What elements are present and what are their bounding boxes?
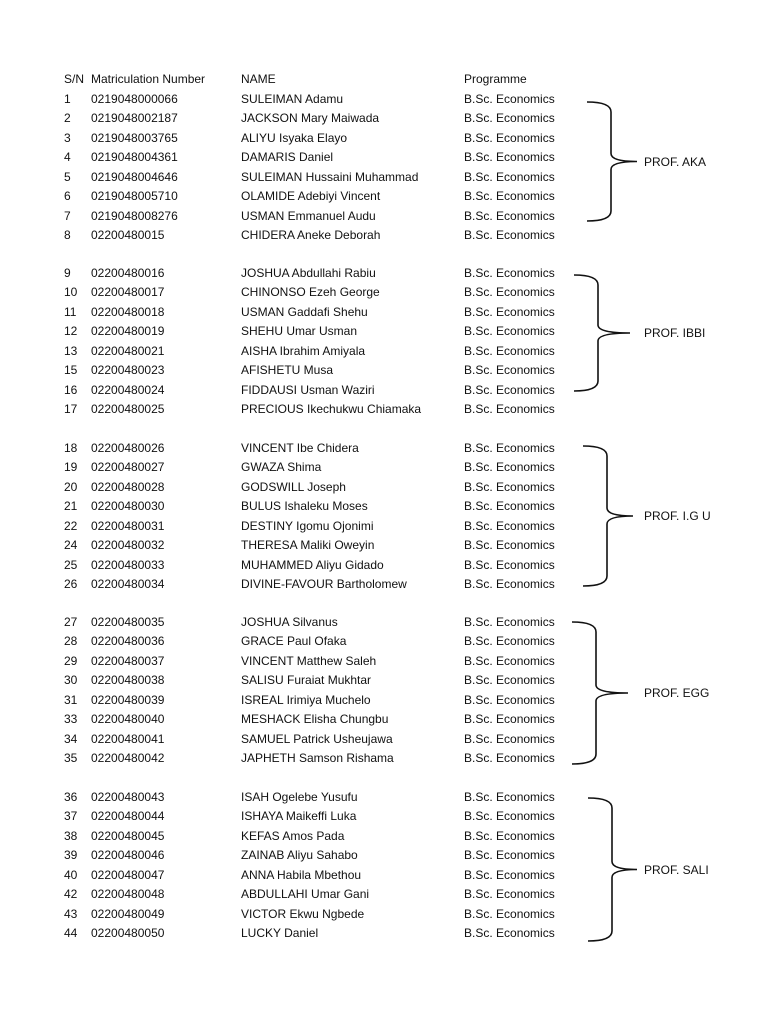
row-matric: 02200480037 <box>91 653 165 668</box>
row-sn: 30 <box>64 673 78 688</box>
row-name: AFISHETU Musa <box>241 363 334 378</box>
row-programme: B.Sc. Economics <box>464 887 555 902</box>
row-name: JAPHETH Samson Rishama <box>241 751 394 766</box>
row-sn: 7 <box>64 208 71 223</box>
row-sn: 36 <box>64 790 78 804</box>
row-name: AISHA Ibrahim Amiyala <box>241 343 366 358</box>
row-matric: 02200480049 <box>91 906 165 921</box>
row-sn: 20 <box>64 479 78 494</box>
row-sn: 37 <box>64 809 78 824</box>
row-name: PRECIOUS Ikechukwu Chiamaka <box>241 402 422 417</box>
row-name: DESTINY Igomu Ojonimi <box>241 518 374 533</box>
group-brace-icon <box>587 102 637 221</box>
row-sn: 44 <box>64 926 78 941</box>
row-programme: B.Sc. Economics <box>464 828 555 843</box>
row-matric: 02200480043 <box>91 790 165 804</box>
row-matric: 02200480019 <box>91 324 165 339</box>
row-name: SALISU Furaiat Mukhtar <box>241 673 372 688</box>
row-matric: 02200480018 <box>91 304 165 319</box>
row-matric: 0219048003765 <box>91 130 178 145</box>
row-name: KEFAS Amos Pada <box>241 828 345 843</box>
row-programme: B.Sc. Economics <box>464 518 555 533</box>
row-name: LUCKY Daniel <box>241 926 319 941</box>
supervisor-label: PROF. EGG <box>644 686 710 700</box>
row-matric: 02200480034 <box>91 577 165 592</box>
row-matric: 0219048005710 <box>91 189 178 204</box>
row-name: VICTOR Ekwu Ngbede <box>241 906 365 921</box>
row-matric: 0219048004646 <box>91 169 178 184</box>
row-name: JOSHUA Silvanus <box>241 615 338 629</box>
header-programme: Programme <box>464 72 527 86</box>
row-programme: B.Sc. Economics <box>464 577 555 592</box>
row-programme: B.Sc. Economics <box>464 634 555 649</box>
row-matric: 02200480044 <box>91 809 165 824</box>
group-brace-icon <box>574 275 630 391</box>
row-sn: 38 <box>64 828 78 843</box>
row-programme: B.Sc. Economics <box>464 382 555 397</box>
row-matric: 02200480025 <box>91 402 165 417</box>
row-name: GWAZA Shima <box>241 460 322 475</box>
row-matric: 02200480035 <box>91 615 165 629</box>
row-programme: B.Sc. Economics <box>464 150 555 165</box>
row-programme: B.Sc. Economics <box>464 731 555 746</box>
row-programme: B.Sc. Economics <box>464 441 555 455</box>
row-sn: 8 <box>64 228 71 243</box>
row-sn: 25 <box>64 557 78 572</box>
row-sn: 12 <box>64 324 78 339</box>
row-name: ANNA Habila Mbethou <box>241 867 362 882</box>
row-name: ISHAYA Maikeffi Luka <box>241 809 357 824</box>
row-matric: 02200480031 <box>91 518 165 533</box>
header-name: NAME <box>241 72 276 86</box>
supervisor-label: PROF. IBBI <box>644 326 706 340</box>
row-name: ISAH Ogelebe Yusufu <box>241 790 358 804</box>
row-name: BULUS Ishaleku Moses <box>241 499 368 514</box>
row-programme: B.Sc. Economics <box>464 499 555 514</box>
row-sn: 22 <box>64 518 78 533</box>
row-programme: B.Sc. Economics <box>464 615 555 629</box>
row-sn: 21 <box>64 499 78 514</box>
row-programme: B.Sc. Economics <box>464 926 555 941</box>
row-matric: 02200480045 <box>91 828 165 843</box>
row-programme: B.Sc. Economics <box>464 460 555 475</box>
row-matric: 0219048000066 <box>91 92 178 106</box>
row-programme: B.Sc. Economics <box>464 285 555 300</box>
row-programme: B.Sc. Economics <box>464 169 555 184</box>
row-matric: 02200480032 <box>91 538 165 553</box>
row-sn: 19 <box>64 460 78 475</box>
row-name: JOSHUA Abdullahi Rabiu <box>241 266 376 280</box>
row-programme: B.Sc. Economics <box>464 653 555 668</box>
row-matric: 02200480016 <box>91 266 165 280</box>
row-sn: 39 <box>64 848 78 863</box>
row-programme: B.Sc. Economics <box>464 692 555 707</box>
row-sn: 15 <box>64 363 78 378</box>
row-programme: B.Sc. Economics <box>464 343 555 358</box>
row-name: DIVINE-FAVOUR Bartholomew <box>241 577 407 592</box>
row-sn: 26 <box>64 577 78 592</box>
row-matric: 02200480033 <box>91 557 165 572</box>
row-name: SULEIMAN Adamu <box>241 92 344 106</box>
row-matric: 02200480024 <box>91 382 165 397</box>
row-programme: B.Sc. Economics <box>464 557 555 572</box>
row-matric: 02200480015 <box>91 228 165 243</box>
row-name: ALIYU Isyaka Elayo <box>241 130 348 145</box>
row-programme: B.Sc. Economics <box>464 324 555 339</box>
row-sn: 17 <box>64 402 78 417</box>
row-matric: 0219048002187 <box>91 111 178 126</box>
row-sn: 13 <box>64 343 78 358</box>
supervisor-label: PROF. AKA <box>644 154 707 169</box>
row-matric: 02200480042 <box>91 751 165 766</box>
row-matric: 02200480039 <box>91 692 165 707</box>
row-name: DAMARIS Daniel <box>241 150 334 165</box>
row-name: MESHACK Elisha Chungbu <box>241 712 389 727</box>
row-programme: B.Sc. Economics <box>464 111 555 126</box>
row-matric: 02200480040 <box>91 712 165 727</box>
row-matric: 02200480027 <box>91 460 165 475</box>
row-matric: 0219048004361 <box>91 150 178 165</box>
row-sn: 28 <box>64 634 78 649</box>
row-name: CHINONSO Ezeh George <box>241 285 380 300</box>
row-matric: 02200480036 <box>91 634 165 649</box>
supervisor-label: PROF. SALI <box>644 862 709 877</box>
header-matric: Matriculation Number <box>91 72 206 86</box>
row-name: ISREAL Irimiya Muchelo <box>241 692 371 707</box>
row-programme: B.Sc. Economics <box>464 712 555 727</box>
row-sn: 5 <box>64 169 71 184</box>
row-sn: 34 <box>64 731 78 746</box>
row-sn: 10 <box>64 285 78 300</box>
group-brace-icon <box>583 446 633 586</box>
row-name: GRACE Paul Ofaka <box>241 634 347 649</box>
row-programme: B.Sc. Economics <box>464 809 555 824</box>
row-name: ABDULLAHI Umar Gani <box>241 887 370 902</box>
row-matric: 02200480050 <box>91 926 165 941</box>
row-name: USMAN Gaddafi Shehu <box>241 304 368 319</box>
row-matric: 02200480021 <box>91 343 165 358</box>
row-sn: 24 <box>64 538 78 553</box>
row-name: SULEIMAN Hussaini Muhammad <box>241 169 419 184</box>
row-programme: B.Sc. Economics <box>464 402 555 417</box>
row-name: VINCENT Matthew Saleh <box>241 653 377 668</box>
row-programme: B.Sc. Economics <box>464 304 555 319</box>
row-sn: 11 <box>64 304 77 319</box>
row-programme: B.Sc. Economics <box>464 790 555 804</box>
row-programme: B.Sc. Economics <box>464 479 555 494</box>
row-matric: 02200480028 <box>91 479 165 494</box>
row-name: USMAN Emmanuel Audu <box>241 208 376 223</box>
row-programme: B.Sc. Economics <box>464 848 555 863</box>
group-brace-icon <box>572 622 628 764</box>
row-sn: 2 <box>64 111 71 126</box>
row-programme: B.Sc. Economics <box>464 189 555 204</box>
row-name: SHEHU Umar Usman <box>241 324 358 339</box>
row-programme: B.Sc. Economics <box>464 751 555 766</box>
row-sn: 43 <box>64 906 78 921</box>
row-programme: B.Sc. Economics <box>464 92 555 106</box>
supervisor-label: PROF. I.G U <box>644 509 711 523</box>
row-sn: 27 <box>64 615 78 629</box>
header-sn: S/N <box>64 72 85 86</box>
row-matric: 02200480046 <box>91 848 165 863</box>
row-name: JACKSON Mary Maiwada <box>241 111 380 126</box>
row-sn: 35 <box>64 751 78 766</box>
row-name: CHIDERA Aneke Deborah <box>241 228 381 243</box>
row-sn: 42 <box>64 887 78 902</box>
row-programme: B.Sc. Economics <box>464 906 555 921</box>
row-sn: 40 <box>64 867 78 882</box>
row-sn: 33 <box>64 712 78 727</box>
row-sn: 16 <box>64 382 78 397</box>
row-name: GODSWILL Joseph <box>241 479 346 494</box>
row-programme: B.Sc. Economics <box>464 208 555 223</box>
row-programme: B.Sc. Economics <box>464 228 555 243</box>
row-programme: B.Sc. Economics <box>464 673 555 688</box>
row-matric: 0219048008276 <box>91 208 178 223</box>
row-name: VINCENT Ibe Chidera <box>241 441 359 455</box>
row-sn: 6 <box>64 189 71 204</box>
row-matric: 02200480048 <box>91 887 165 902</box>
row-matric: 02200480026 <box>91 441 165 455</box>
row-programme: B.Sc. Economics <box>464 266 555 280</box>
row-sn: 3 <box>64 130 71 145</box>
row-sn: 9 <box>64 266 71 280</box>
row-matric: 02200480041 <box>91 731 165 746</box>
row-name: THERESA Maliki Oweyin <box>241 538 375 553</box>
row-sn: 4 <box>64 150 71 165</box>
row-matric: 02200480038 <box>91 673 165 688</box>
row-sn: 18 <box>64 441 78 455</box>
group-brace-icon <box>588 798 637 941</box>
row-matric: 02200480023 <box>91 363 165 378</box>
row-programme: B.Sc. Economics <box>464 130 555 145</box>
row-programme: B.Sc. Economics <box>464 538 555 553</box>
row-matric: 02200480017 <box>91 285 165 300</box>
row-name: ZAINAB Aliyu Sahabo <box>241 848 358 863</box>
row-matric: 02200480030 <box>91 499 165 514</box>
row-name: SAMUEL Patrick Usheujawa <box>241 731 393 746</box>
row-matric: 02200480047 <box>91 867 165 882</box>
row-programme: B.Sc. Economics <box>464 867 555 882</box>
row-programme: B.Sc. Economics <box>464 363 555 378</box>
row-name: MUHAMMED Aliyu Gidado <box>241 557 384 572</box>
row-sn: 31 <box>64 692 78 707</box>
row-sn: 29 <box>64 653 78 668</box>
row-sn: 1 <box>64 92 71 106</box>
row-name: OLAMIDE Adebiyi Vincent <box>241 189 381 204</box>
row-name: FIDDAUSI Usman Waziri <box>241 382 375 397</box>
